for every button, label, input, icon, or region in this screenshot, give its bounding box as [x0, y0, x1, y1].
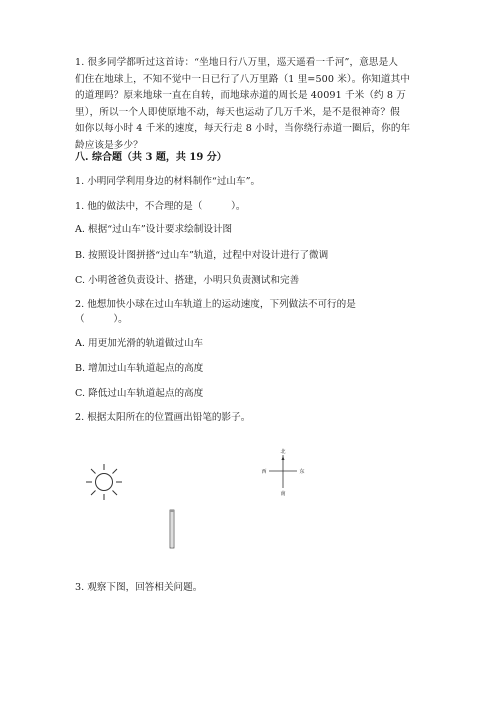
passage-line: 龄应该是多少？	[75, 139, 143, 151]
sun-icon	[84, 462, 124, 502]
passage-line: 1. 很多同学都听过这首诗：“坐地日行八万里，巡天遥看一千河”，意思是人	[75, 57, 399, 68]
question-2-stem: 2. 根据太阳所在的位置画出铅笔的影子。	[75, 412, 251, 423]
compass-south-label: 南	[280, 491, 286, 497]
passage-line: 们住在地球上，不知不觉中一日已行了八万里路（1 里=500 米）。你知道其中	[75, 73, 410, 85]
pencil-icon	[168, 509, 176, 549]
option-b: B. 增加过山车轨道起点的高度	[75, 363, 204, 374]
question-1-sub2-stem: 2. 他想加快小球在过山车轨道上的运动速度，下列做法不可行的是	[75, 299, 356, 310]
option-b: B. 按照设计图拼搭“过山车”轨道，过程中对设计进行了微调	[75, 250, 329, 261]
question-1-stem: 1. 小明同学利用身边的材料制作“过山车”。	[75, 176, 261, 187]
question-1-sub1-stem: 1. 他的做法中，不合理的是（ ）。	[75, 201, 246, 212]
compass-north-label: 北	[280, 449, 286, 455]
passage	[75, 55, 435, 155]
passage-line: 里），所以一个人即使原地不动，每天也运动了几万千米，是不是很神奇？假	[75, 106, 400, 118]
compass-diagram	[260, 447, 306, 497]
compass-west-label: 西	[261, 469, 267, 475]
compass-east-label: 东	[299, 469, 305, 475]
option-a: A. 根据“过山车”设计要求绘制设计图	[75, 224, 233, 235]
option-a: A. 用更加光滑的轨道做过山车	[75, 338, 204, 349]
answer-blank: （ ）。	[75, 314, 128, 325]
option-c: C. 降低过山车轨道起点的高度	[75, 388, 204, 399]
question-3-stem: 3. 观察下图，回答相关问题。	[75, 582, 203, 593]
option-c: C. 小明爸爸负责设计、搭建，小明只负责测试和完善	[75, 275, 300, 286]
section-heading: 八. 综合题（共 3 题，共 19 分）	[75, 152, 227, 163]
passage-line: 的道理吗？原来地球一直在自转，而地球赤道的周长是 40091 千米（约 8 万	[75, 90, 406, 102]
passage-line: 如你以每小时 4 千米的速度，每天行走 8 小时，当你绕行赤道一圈后，你的年	[75, 123, 411, 135]
